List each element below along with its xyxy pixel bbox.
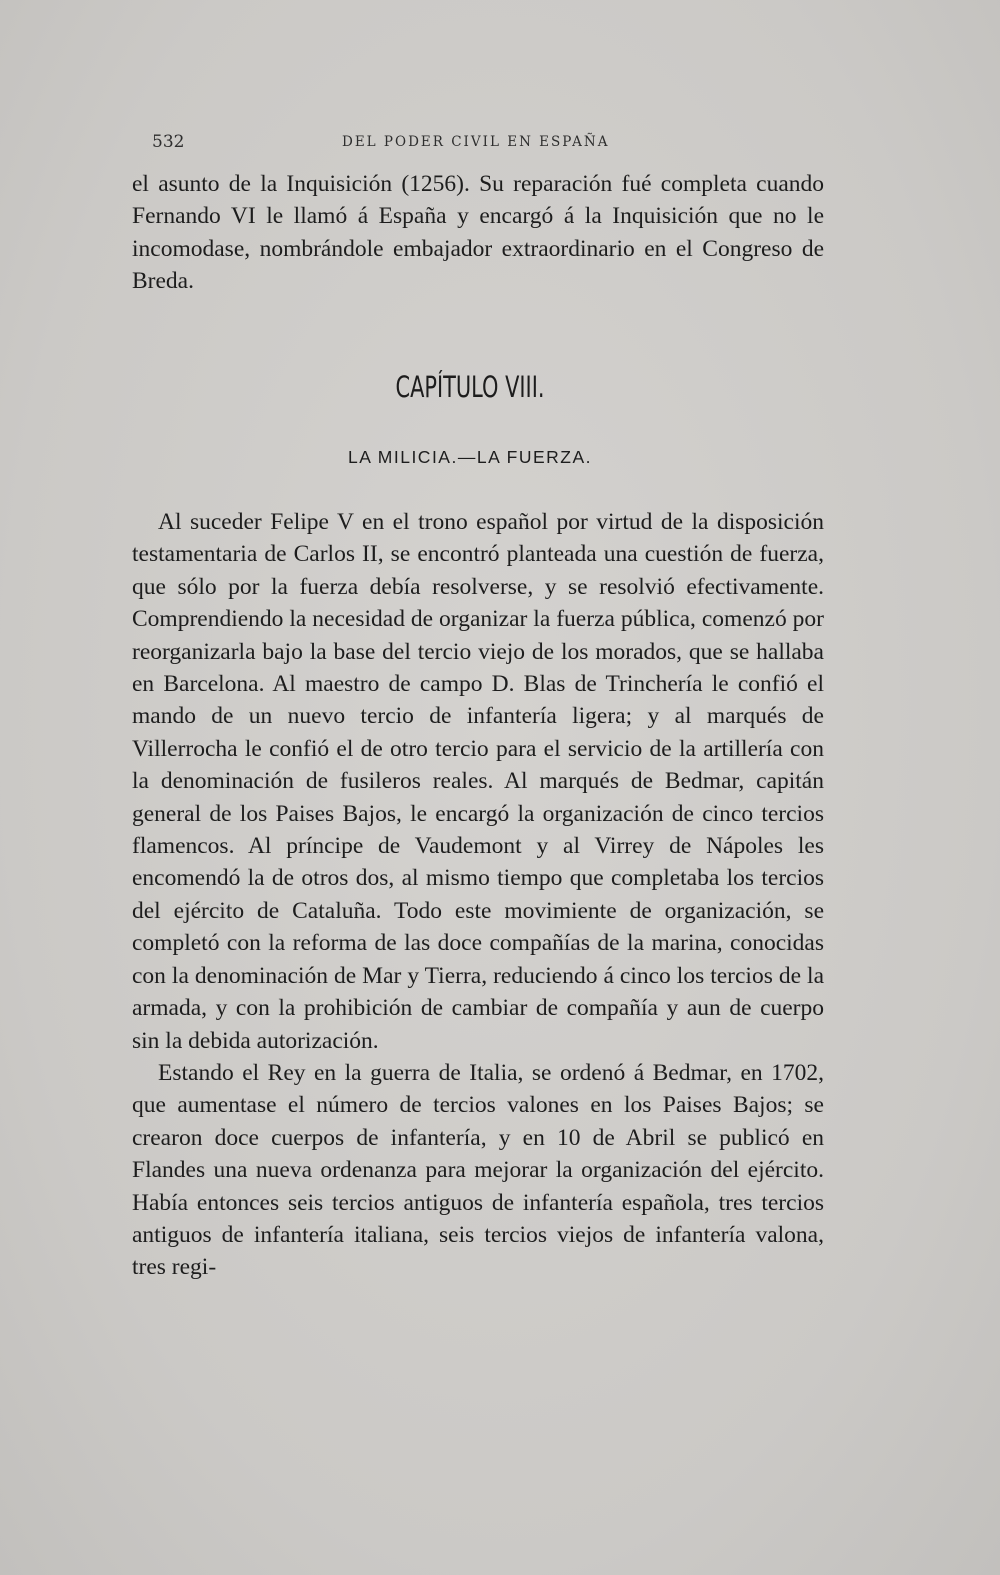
page-number: 532 (152, 132, 185, 152)
body-paragraph-1: Al suceder Felipe V en el trono español por virtud de la disposición testamentaria de Carlos II, se encontró planteada una cuestión de fuerza, que sólo por la fuerza debía resolverse, y se resolvió efectivamente. Comprendiendo la necesidad de organizar la fuerza pública, comenzó por reorganizarla bajo la base del tercio viejo de los morados, que se hallaba en Barcelona. Al maestro de campo D. Blas de Trinchería le confió el mando de un nuevo tercio de infantería ligera; y al marqués de Villerrocha le confió el de otro tercio para el servicio de la artillería con la denominación de fusileros reales. Al marqués de Bedmar, capitán general de los Paises Bajos, le encargó la organización de cinco tercios flamencos. Al príncipe de Vaudemont y al Virrey de Nápoles les encomendó la de otros dos, al mismo tiempo que completaba los tercios del ejército de Cataluña. Todo este movimiente de organización, se completó con la reforma de las doce compañías de la marina, conocidas con la denominación de Mar y Tierra, reduciendo á cinco los tercios de la armada, y con la prohibición de cambiar de compañía y aun de cuerpo sin la debida autorización. (132, 509, 824, 1054)
chapter-title: CAPÍTULO VIII. (395, 370, 545, 404)
intro-text-block (132, 168, 824, 298)
chapter-subtitle: LA MILICIA.—LA FUERZA. (347, 447, 593, 467)
intro-paragraph: el asunto de la Inquisición (1256). Su reparación fué completa cuando Fernando VI le llamó á España y encargó á la Inquisición que no le incomodase, nombrándole embajador extraordinario en el Congreso de Breda. (132, 171, 824, 295)
body-paragraph-2: Estando el Rey en la guerra de Italia, se ordenó á Bedmar, en 1702, que aumentase el número de tercios valones en los Paises Bajos; se crearon doce cuerpos de infantería, y en 10 de Abril se publicó en Flandes una nueva ordenanza para mejorar la organización del ejército. Había entonces seis tercios antiguos de infantería española, tres tercios antiguos de infantería italiana, seis tercios viejos de infantería valona, tres regi- (132, 1059, 824, 1281)
chapter-body (132, 506, 824, 1284)
running-head (152, 132, 842, 156)
running-title: DEL PODER CIVIL EN ESPAÑA (342, 134, 610, 150)
